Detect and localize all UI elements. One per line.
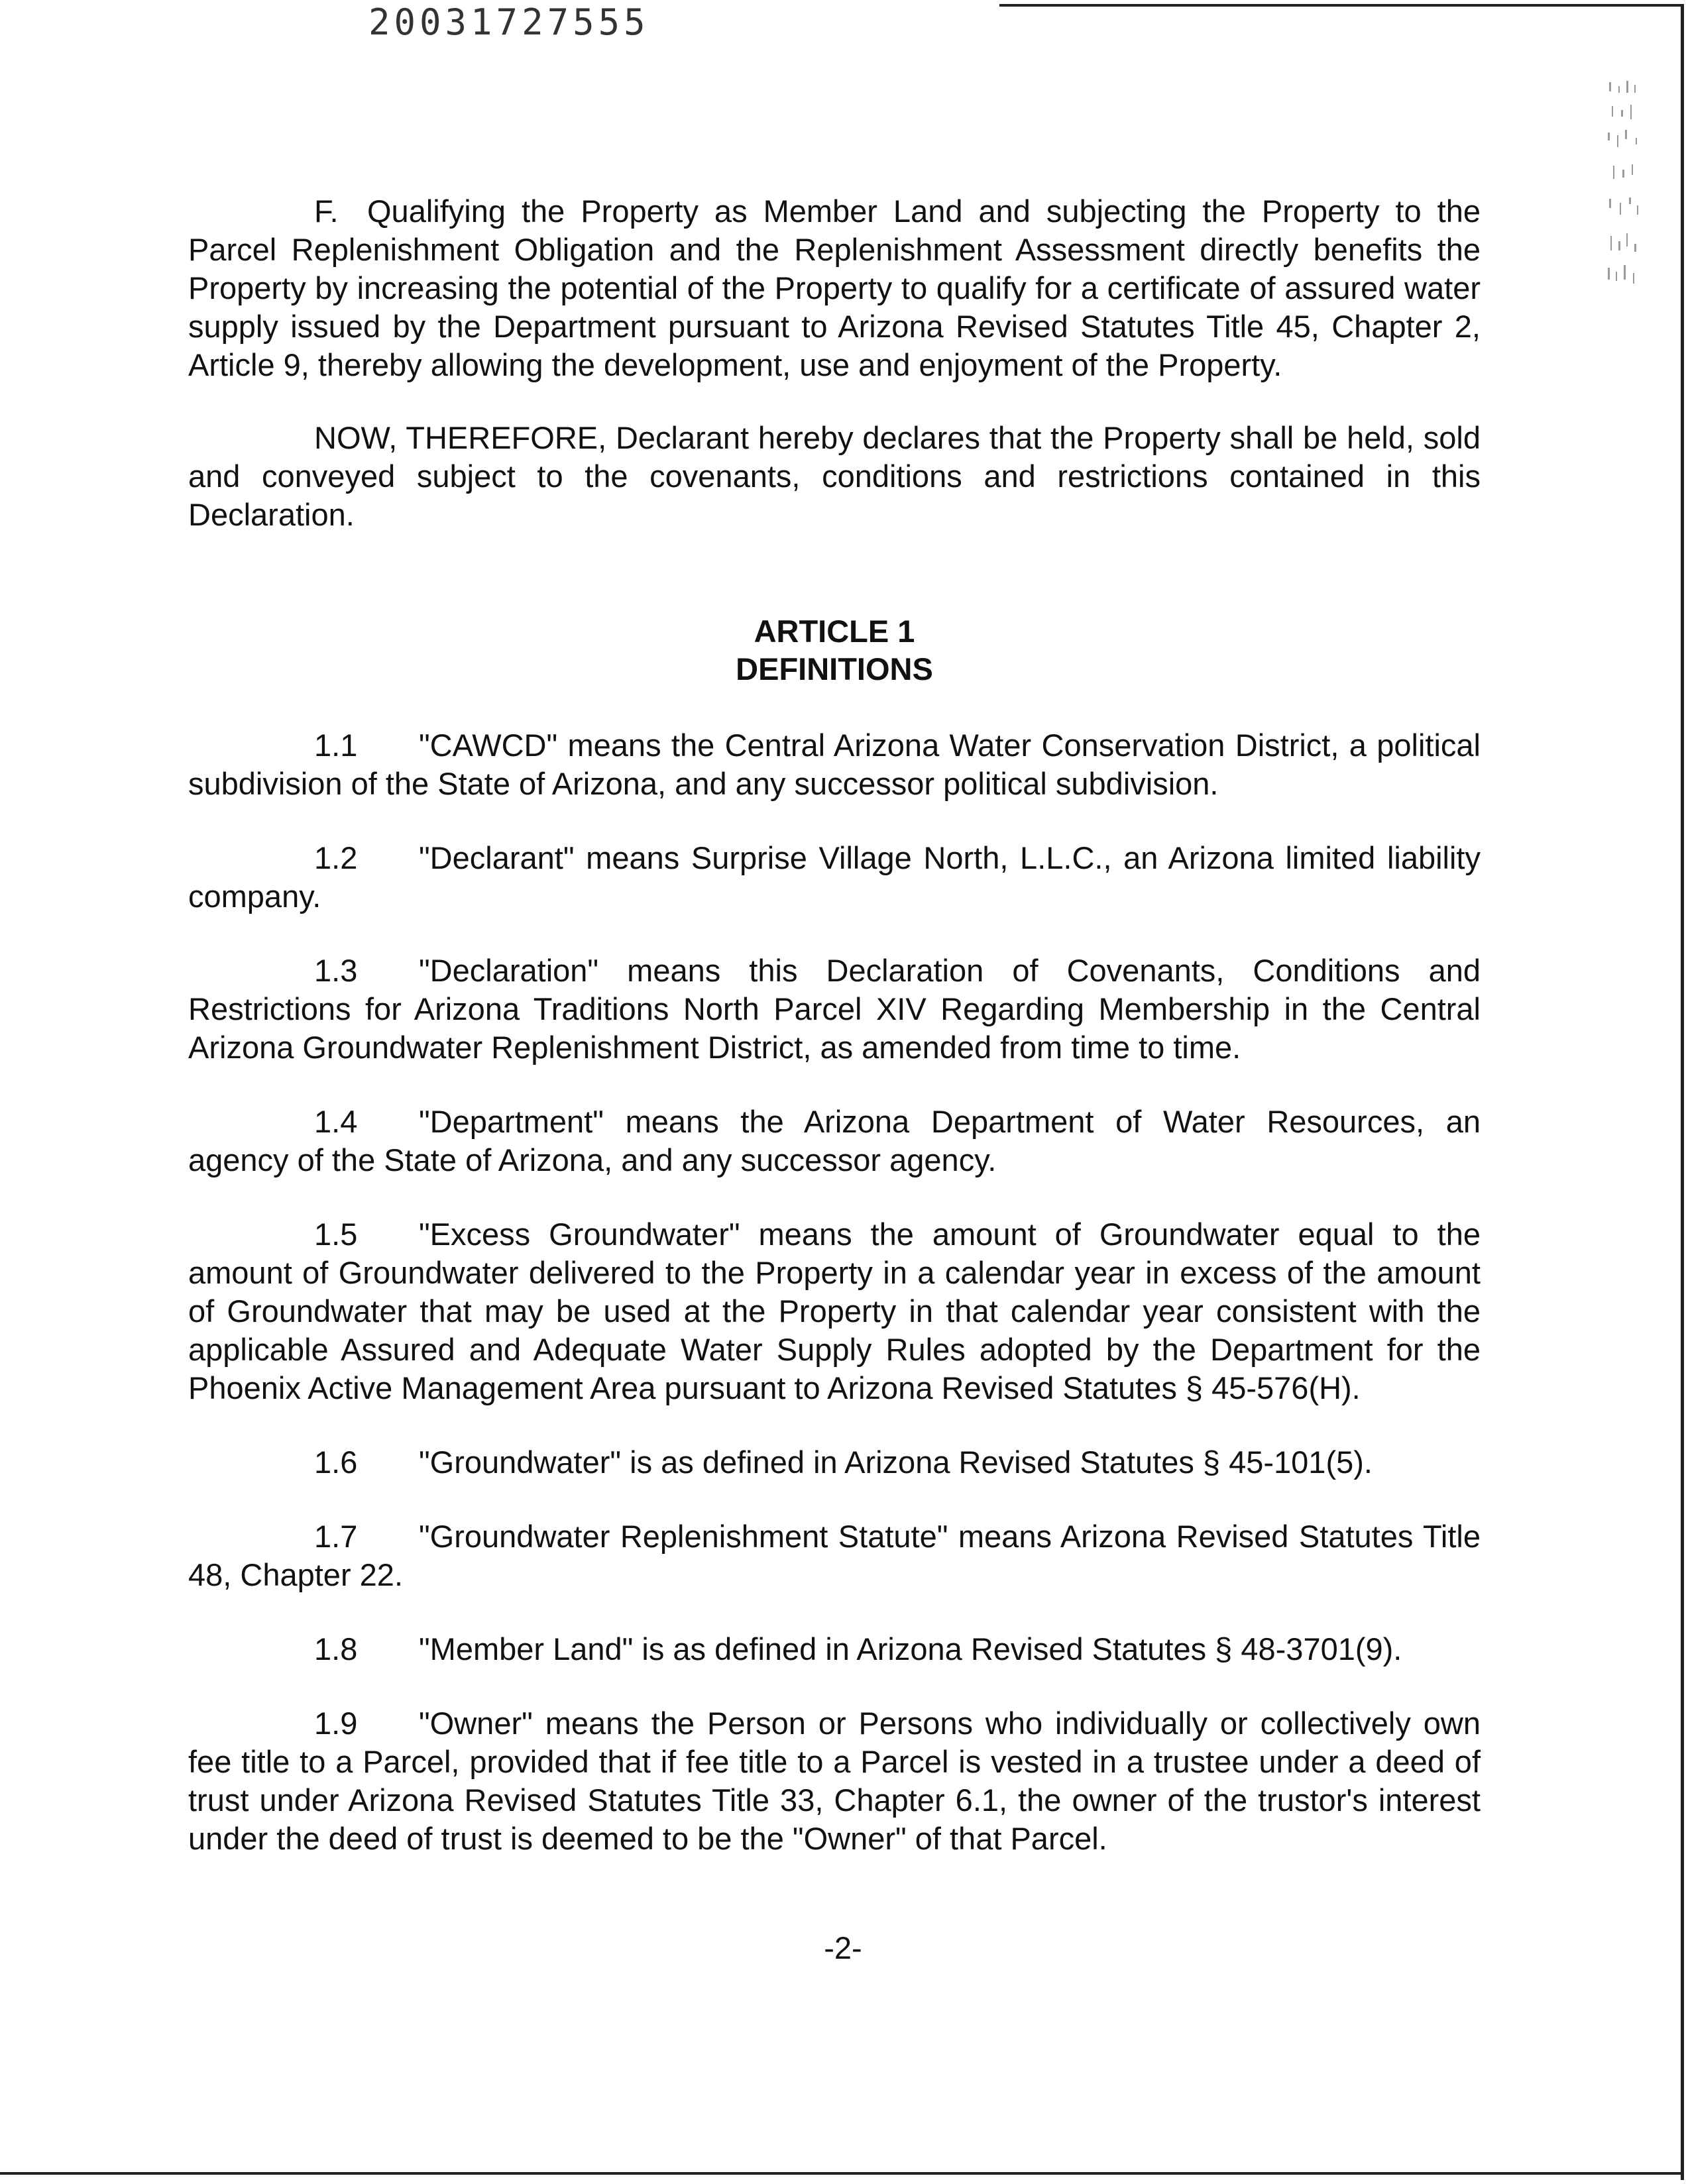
definition-1-3 — [188, 952, 1481, 1067]
scan-edge-noise — [1606, 80, 1640, 292]
definition-text: "Department" means the Arizona Department of Water Resources, an agency of the State of Arizona, and any successor agency. — [188, 1104, 1481, 1177]
definition-1-7 — [188, 1517, 1481, 1594]
definition-text: "Owner" means the Person or Persons who individually or collectively own fee title to a Parcel, provided that if fee title to a Parcel is vested in a trustee under a deed of trust under Arizona Revised Statutes Title 33, Chapter 6.1, the owner of the trustor's interest under the deed of trust is deemed to be the "Owner" of that Parcel. — [188, 1706, 1481, 1856]
definition-number: 1.6 — [314, 1445, 358, 1480]
definition-text: "Excess Groundwater" means the amount of Groundwater equal to the amount of Groundwater delivered to the Property in a calendar year in excess of the amount of Groundwater that may be used at the Property in that calendar year consistent with the applicable Assured and Adequate Water Supply Rules adopted by the Department for the Phoenix Active Management Area pursuant to Arizona Revised Statutes § 45-576(H). — [188, 1217, 1481, 1405]
definition-number: 1.1 — [314, 728, 358, 763]
definition-text: "Groundwater" is as defined in Arizona Revised Statutes § 45-101(5). — [419, 1445, 1373, 1480]
definition-number: 1.8 — [314, 1631, 358, 1666]
definition-1-9 — [188, 1704, 1481, 1858]
definition-number: 1.5 — [314, 1217, 358, 1252]
page-number: -2- — [824, 1930, 862, 1965]
definition-1-6 — [188, 1443, 1481, 1482]
definition-1-2 — [188, 839, 1481, 916]
definition-text: "Declarant" means Surprise Village North, L.L.C., an Arizona limited liability company. — [188, 840, 1481, 914]
recital-f-paragraph — [188, 192, 1481, 384]
scan-border-bottom — [0, 2172, 1683, 2175]
definition-text: "Groundwater Replenishment Statute" means Arizona Revised Statutes Title 48, Chapter 22. — [188, 1519, 1481, 1592]
page-body — [188, 192, 1481, 1858]
article-subtitle: DEFINITIONS — [736, 651, 933, 686]
definition-1-8 — [188, 1630, 1481, 1668]
now-therefore-paragraph — [188, 419, 1481, 534]
definition-number: 1.2 — [314, 840, 358, 875]
definition-text: "Member Land" is as defined in Arizona Revised Statutes § 48-3701(9). — [419, 1631, 1402, 1666]
definition-number: 1.7 — [314, 1519, 358, 1554]
recital-text: Qualifying the Property as Member Land and subjecting the Property to the Parcel Replenishment Obligation and the Replenishment Assessment directly benefits the Property by increasing the potential of the Property to qualify for a certificate of assured water supply issued by the Department pursuant to Arizona Revised Statutes Title 45, Chapter 2, Article 9, thereby allowing the development, use and enjoyment of the Property. — [188, 193, 1481, 382]
definition-1-5 — [188, 1215, 1481, 1407]
now-therefore-text: NOW, THEREFORE, Declarant hereby declares that the Property shall be held, sold and conveyed subject to the covenants, conditions and restrictions contained in this Declaration. — [188, 420, 1481, 532]
definition-number: 1.3 — [314, 953, 358, 988]
scan-border-top — [999, 4, 1682, 7]
article-heading — [188, 612, 1481, 688]
scan-border-right — [1681, 4, 1684, 2180]
definition-1-4 — [188, 1103, 1481, 1179]
definition-1-1 — [188, 726, 1481, 803]
definition-number: 1.4 — [314, 1104, 358, 1139]
definition-text: "CAWCD" means the Central Arizona Water Conservation District, a political subdivision of the State of Arizona, and any successor political subdivision. — [188, 728, 1481, 801]
definition-number: 1.9 — [314, 1706, 358, 1741]
definition-text: "Declaration" means this Declaration of Covenants, Conditions and Restrictions for Arizona Traditions North Parcel XIV Regarding Membership in the Central Arizona Groundwater Replenishment District, as amended from time to time. — [188, 953, 1481, 1065]
recital-label: F. — [314, 193, 339, 229]
document-number: 20031727555 — [368, 1, 649, 43]
article-title: ARTICLE 1 — [754, 614, 915, 649]
